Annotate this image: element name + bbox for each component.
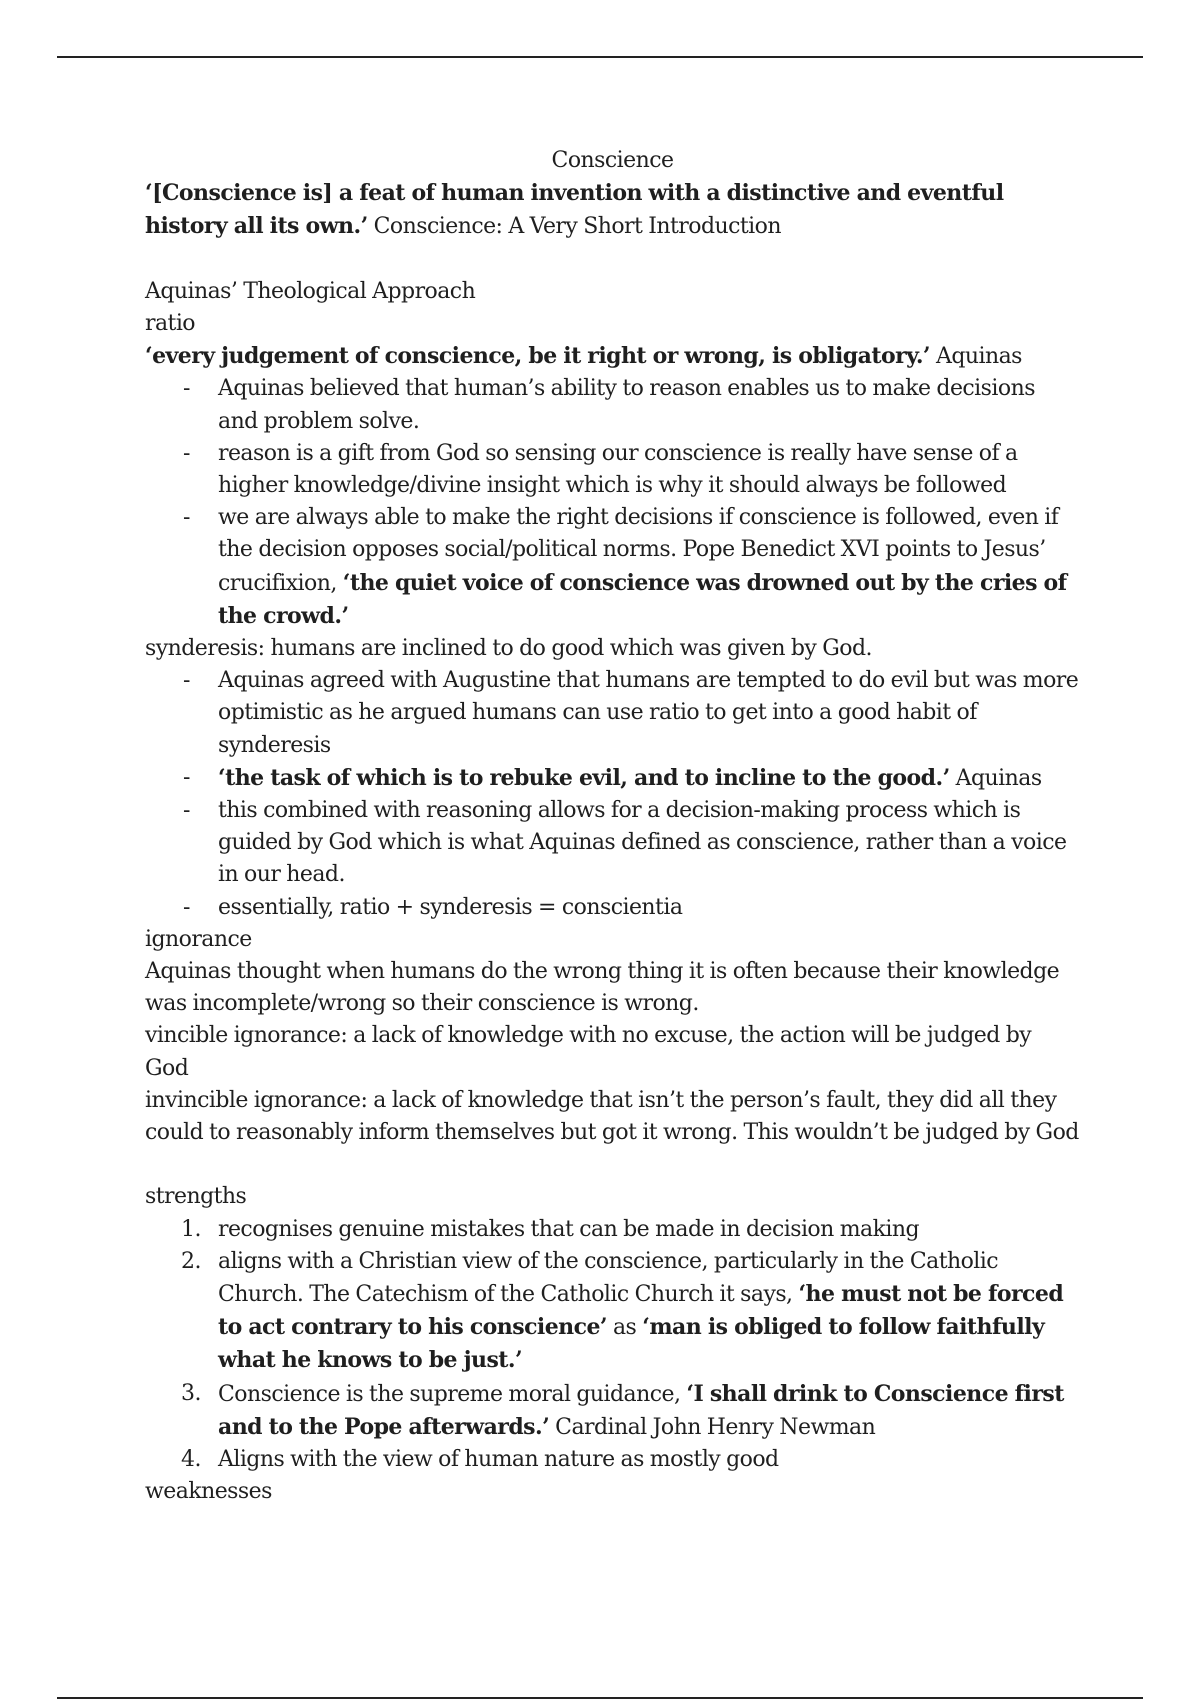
vincible-ignorance: vincible ignorance: a lack of knowledge with no excuse, the action will be judged by God <box>145 1023 1032 1081</box>
list-item: - this combined with reasoning allows for a decision-making process which is guided by God which is what Aquinas defined as conscience, rather than a voice in our head. <box>145 795 1080 892</box>
list-marker: 1. <box>181 1216 201 1242</box>
aquinas-quote: ‘the task of which is to rebuke evil, and to incline to the good.’ <box>218 764 950 791</box>
list-item: - reason is a gift from God so sensing our conscience is really have sense of a higher knowledge/divine insight which is why it should always be followed <box>145 438 1080 502</box>
weaknesses-heading: weaknesses <box>145 1479 272 1505</box>
top-rule <box>57 56 1143 58</box>
document-title: Conscience <box>551 148 674 173</box>
list-item: - we are always able to make the right decisions if conscience is followed, even if the decision opposes social/political norms. Pope Benedict XVI points to Jesus’ crucifixion, ‘the quiet voice of conscience was drowned out by the cries of the crowd.’ <box>145 502 1080 633</box>
benedict-quote: ‘the quiet voice of conscience was drowned out by the cries of the crowd.’ <box>218 569 1067 629</box>
ratio-bullet-list <box>145 373 1080 633</box>
epigraph-source: Conscience: A Very Short Introduction <box>367 214 781 240</box>
list-item: - Aquinas believed that human’s ability to reason enables us to make decisions and problem solve. <box>145 373 1080 437</box>
ignorance-heading: ignorance <box>145 926 252 952</box>
list-item: - ‘the task of which is to rebuke evil, and to incline to the good.’ Aquinas <box>145 762 1080 795</box>
list-item: 4. Aligns with the view of human nature as mostly good <box>145 1444 1080 1476</box>
synderesis-bullet-list <box>145 665 1080 924</box>
list-item: - Aquinas agreed with Augustine that humans are tempted to do evil but was more optimistic as he argued humans can use ratio to get into a good habit of synderesis <box>145 665 1080 762</box>
newman-quote: ‘I shall drink to Conscience first and to the Pope afterwards.’ <box>218 1380 1064 1440</box>
list-item: 3. Conscience is the supreme moral guidance, ‘I shall drink to Conscience first and to the Pope afterwards.’ Cardinal John Henry Newman <box>145 1378 1080 1444</box>
catechism-quote-2: ‘man is obliged to follow faithfully what he knows to be just.’ <box>218 1314 1045 1374</box>
epigraph <box>145 177 1080 243</box>
document-page <box>145 145 1080 1509</box>
bottom-rule <box>57 1697 1143 1699</box>
ignorance-paragraph: Aquinas thought when humans do the wrong thing it is often because their knowledge was incomplete/wrong so their conscience is wrong. <box>145 959 1060 1017</box>
list-item: - essentially, ratio + synderesis = conscientia <box>145 892 1080 924</box>
ratio-quote <box>145 340 1080 373</box>
ratio-heading: ratio <box>145 311 196 336</box>
strengths-heading: strengths <box>145 1184 247 1210</box>
ratio-quote-source: Aquinas <box>930 344 1022 370</box>
epigraph-quote: ‘[Conscience is] a feat of human invention with a distinctive and eventful history all its own.’ <box>145 180 1004 240</box>
spacer <box>145 1149 1080 1181</box>
strengths-list <box>145 1214 1080 1477</box>
catechism-quote: ‘he must not be forced to act contrary to his conscience’ <box>218 1281 1064 1341</box>
ratio-quote-text: ‘every judgement of conscience, be it right or wrong, is obligatory.’ <box>145 343 931 370</box>
list-marker: 4. <box>181 1447 201 1473</box>
list-item: 1. recognises genuine mistakes that can be made in decision making <box>145 1214 1080 1246</box>
invincible-ignorance: invincible ignorance: a lack of knowledge that isn’t the person’s fault, they did all they could to reasonably inform themselves but got it wrong. This wouldn’t be judged by God <box>145 1087 1079 1146</box>
section-heading: Aquinas’ Theological Approach <box>145 278 476 304</box>
list-marker: 2. <box>181 1248 201 1274</box>
list-item: 2. aligns with a Christian view of the conscience, particularly in the Catholic Church. The Catechism of the Catholic Church it says, ‘he must not be forced to act contrary to his conscience’ as ‘man is obliged to follow faithfully what he knows to be just.’ <box>145 1246 1080 1378</box>
list-marker: 3. <box>181 1380 201 1406</box>
synderesis-heading: synderesis: humans are inclined to do good which was given by God. <box>145 636 872 662</box>
spacer <box>145 244 1080 276</box>
